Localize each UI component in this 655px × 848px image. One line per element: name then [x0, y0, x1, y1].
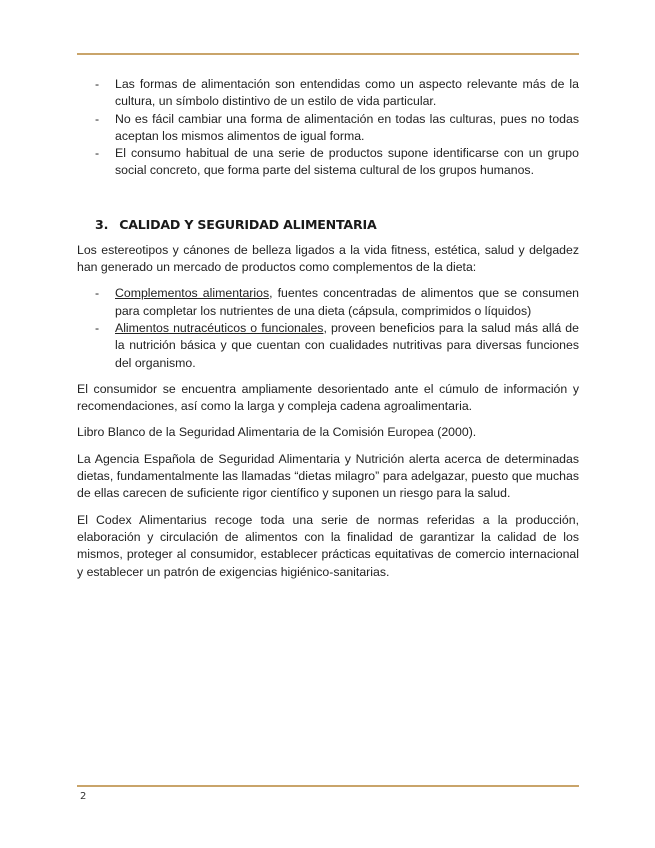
list-item: - Alimentos nutracéuticos o funcionales, proveen beneficios para la salud más allá de la nutrición básica y que cuentan con cualidades nutritivas para diversas funciones del organismo. [95, 320, 579, 370]
page-content [77, 76, 579, 581]
underlined-term: Alimentos nutracéuticos o funcionales [115, 320, 324, 335]
paragraph-aesan: La Agencia Española de Seguridad Alimentaria y Nutrición alerta acerca de determinadas dietas, fundamentalmente las llamadas “dietas milagro” para adelgazar, puesto que muchas de ellas carecen de suficiente rigor científico y suponen un riesgo para la salud. [77, 451, 579, 501]
paragraph-white-book: Libro Blanco de la Seguridad Alimentaria de la Comisión Europea (2000). [77, 425, 477, 440]
list-item: - Las formas de alimentación son entendidas como un aspecto relevante más de la cultura, un símbolo distintivo de un estilo de vida particular. [95, 77, 579, 109]
intro-paragraph: Los estereotipos y cánones de belleza ligados a la vida fitness, estética, salud y delgadez han generado un mercado de productos como complementos de la dieta: [77, 242, 579, 275]
bullet-dash: - [95, 286, 100, 301]
bullet-dash: - [95, 146, 100, 161]
paragraph-consumer: El consumidor se encuentra ampliamente desorientado ante el cúmulo de información y recomendaciones, así como la larga y compleja cadena agroalimentaria. [77, 381, 579, 414]
list-item: - El consumo habitual de una serie de productos supone identificarse con un grupo social concreto, que forma parte del sistema cultural de los grupos humanos. [95, 146, 579, 178]
section-heading [77, 216, 579, 233]
section-title: CALIDAD Y SEGURIDAD ALIMENTARIA [119, 216, 377, 232]
list-item: - No es fácil cambiar una forma de alimentación en todas las culturas, pues no todas aceptan los mismos alimentos de igual forma. [95, 111, 579, 143]
intro-bullet-list [77, 76, 579, 180]
bullet-dash: - [95, 77, 100, 91]
bullet-dash: - [95, 111, 100, 126]
section-number: 3. [95, 216, 109, 232]
page-number: 2 [80, 791, 87, 802]
supplements-bullet-list [77, 285, 579, 371]
paragraph-codex: El Codex Alimentarius recoge toda una serie de normas referidas a la producción, elaboración y circulación de alimentos con la finalidad de garantizar la calidad de los mismos, proteger al consumidor, establecer prácticas equitativas de comercio internacional y establecer un patrón de exigencias higiénico-sanitarias. [77, 512, 579, 579]
bullet-dash: - [95, 320, 100, 335]
footer-rule [77, 785, 579, 787]
list-item: - Complementos alimentarios, fuentes concentradas de alimentos que se consumen para completar los nutrientes de una dieta (cápsula, comprimidos o líquidos) [95, 286, 579, 318]
header-rule [77, 53, 579, 55]
underlined-term: Complementos alimentarios [115, 286, 270, 301]
